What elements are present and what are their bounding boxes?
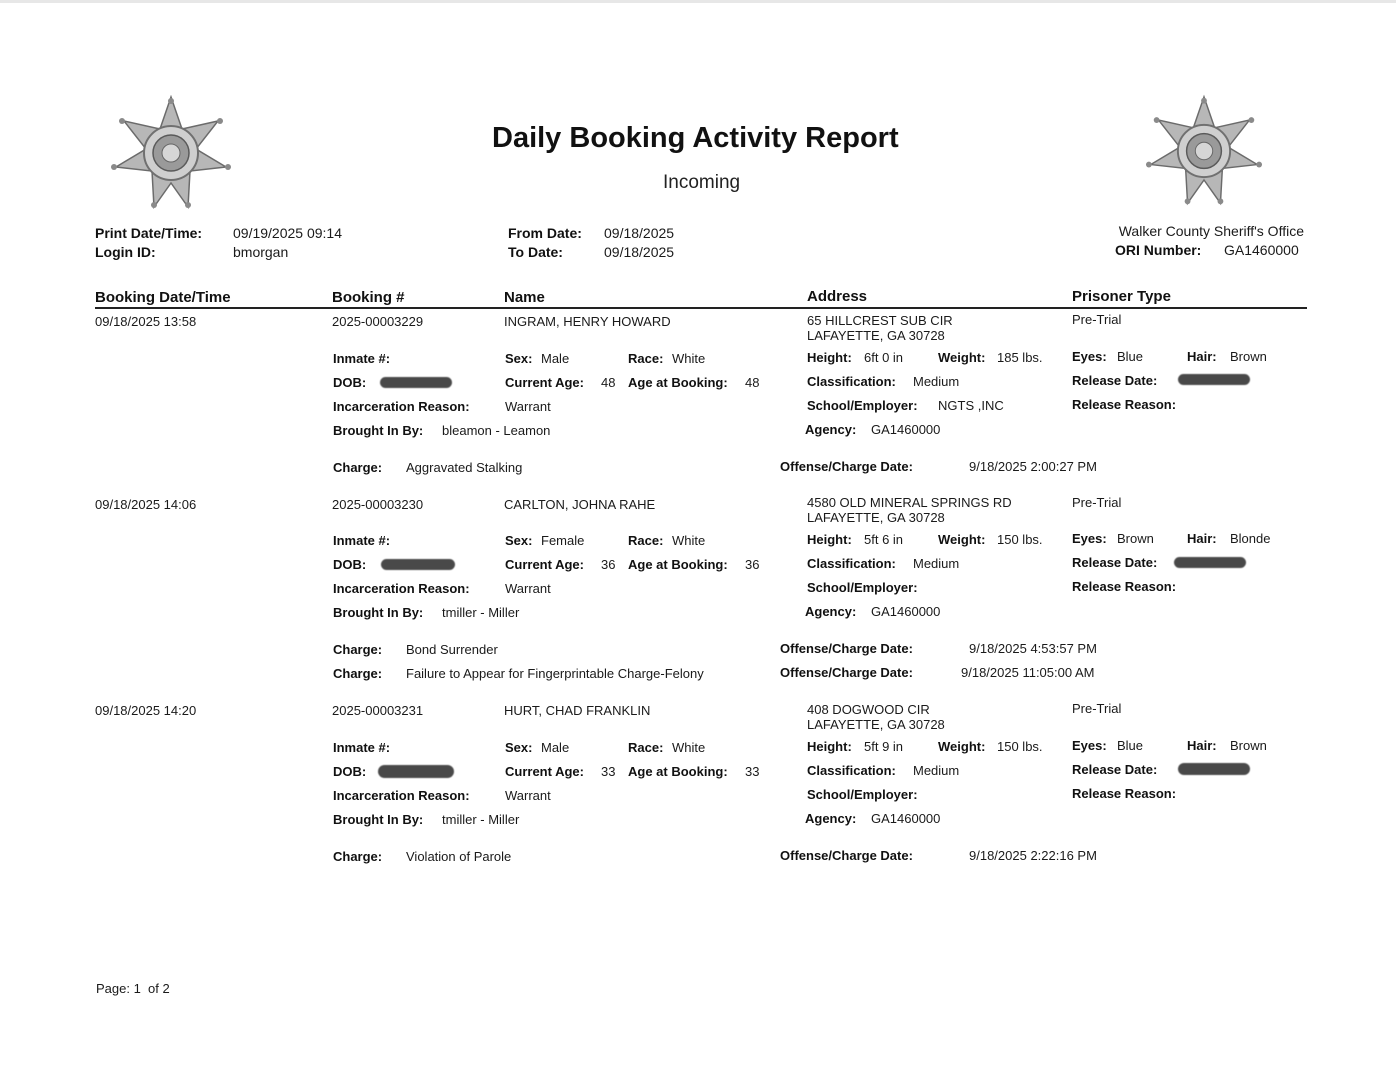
sex-label: Sex:: [505, 351, 533, 366]
sheriff-badge-left-icon: [110, 95, 232, 211]
height-label: Height:: [807, 739, 852, 754]
current-age-value: 48: [601, 375, 616, 390]
to-date-label: To Date:: [508, 244, 563, 260]
classification-label: Classification:: [807, 374, 896, 389]
hair-label: Hair:: [1187, 738, 1217, 753]
charge-label: Charge:: [333, 849, 383, 864]
offense-date-value: 9/18/2025 4:53:57 PM: [969, 641, 1097, 656]
height-value: 6ft 0 in: [864, 350, 904, 365]
sheriff-badge-right-icon: [1145, 93, 1263, 209]
weight-value: 150 lbs.: [997, 532, 1043, 547]
release-reason-label: Release Reason:: [1072, 786, 1177, 801]
offense-date-label: Offense/Charge Date:: [780, 665, 913, 680]
age-at-booking-value: 36: [745, 557, 760, 572]
school-employer-label: School/Employer:: [807, 787, 918, 802]
dob-label: DOB:: [333, 375, 367, 390]
brought-in-by-label: Brought In By:: [333, 423, 424, 438]
address-line1: 408 DOGWOOD CIR: [807, 702, 930, 717]
ori-value: GA1460000: [1224, 242, 1299, 258]
release-date-label: Release Date:: [1072, 373, 1158, 388]
col-address: Address: [807, 288, 868, 305]
hair-value: Brown: [1230, 349, 1267, 364]
hair-label: Hair:: [1187, 531, 1217, 546]
inmate-number-label: Inmate #:: [333, 740, 391, 755]
login-value: bmorgan: [233, 244, 289, 260]
incarceration-reason-value: Warrant: [505, 581, 551, 596]
inmate-name: CARLTON, JOHNA RAHE: [504, 497, 656, 512]
brought-in-by-value: bleamon - Leamon: [442, 423, 551, 438]
offense-date-value: 9/18/2025 11:05:00 AM: [961, 665, 1095, 680]
col-name: Name: [504, 289, 545, 306]
dob-redaction: [381, 559, 455, 570]
agency-name: Walker County Sheriff's Office: [1118, 223, 1304, 239]
inmate-number-label: Inmate #:: [333, 351, 391, 366]
incarceration-reason-label: Incarceration Reason:: [333, 788, 470, 803]
current-age-label: Current Age:: [505, 764, 584, 779]
dob-label: DOB:: [333, 764, 367, 779]
eyes-label: Eyes:: [1072, 531, 1107, 546]
charge-value: Bond Surrender: [406, 642, 498, 657]
inmate-name: HURT, CHAD FRANKLIN: [504, 703, 651, 718]
charge-label: Charge:: [333, 460, 383, 475]
charge-label: Charge:: [333, 666, 383, 681]
scan-edge: [0, 0, 1396, 3]
height-label: Height:: [807, 350, 852, 365]
classification-label: Classification:: [807, 763, 896, 778]
brought-in-by-value: tmiller - Miller: [442, 812, 520, 827]
current-age-label: Current Age:: [505, 375, 584, 390]
weight-label: Weight:: [938, 739, 986, 754]
hair-value: Brown: [1230, 738, 1267, 753]
booking-number: 2025-00003229: [332, 314, 424, 329]
age-at-booking-label: Age at Booking:: [628, 557, 728, 572]
race-label: Race:: [628, 533, 664, 548]
brought-in-by-label: Brought In By:: [333, 605, 424, 620]
col-prisoner-type: Prisoner Type: [1072, 288, 1171, 305]
sex-value: Female: [541, 533, 585, 548]
release-date-redaction: [1174, 557, 1246, 568]
race-value: White: [672, 740, 706, 755]
booking-datetime: 09/18/2025 13:58: [95, 314, 197, 329]
eyes-label: Eyes:: [1072, 349, 1107, 364]
inmate-number-label: Inmate #:: [333, 533, 391, 548]
col-booking-number: Booking #: [332, 289, 405, 306]
sex-label: Sex:: [505, 533, 533, 548]
weight-value: 150 lbs.: [997, 739, 1043, 754]
charge-value: Failure to Appear for Fingerprintable Charge-Felony: [406, 666, 704, 681]
sex-label: Sex:: [505, 740, 533, 755]
agency-label: Agency:: [805, 422, 857, 437]
classification-label: Classification:: [807, 556, 896, 571]
race-value: White: [672, 351, 706, 366]
school-employer-label: School/Employer:: [807, 398, 918, 413]
release-reason-label: Release Reason:: [1072, 579, 1177, 594]
agency-label: Agency:: [805, 811, 857, 826]
address-line2: LAFAYETTE, GA 30728: [807, 510, 945, 525]
age-at-booking-value: 33: [745, 764, 760, 779]
height-label: Height:: [807, 532, 852, 547]
release-date-redaction: [1178, 763, 1250, 775]
incarceration-reason-label: Incarceration Reason:: [333, 399, 470, 414]
weight-label: Weight:: [938, 532, 986, 547]
prisoner-type: Pre-Trial: [1072, 495, 1122, 510]
address-line2: LAFAYETTE, GA 30728: [807, 717, 945, 732]
header-rule: [95, 307, 1307, 309]
offense-date-value: 9/18/2025 2:22:16 PM: [969, 848, 1097, 863]
weight-label: Weight:: [938, 350, 986, 365]
report-title: Daily Booking Activity Report: [492, 122, 899, 154]
race-value: White: [672, 533, 706, 548]
address-line2: LAFAYETTE, GA 30728: [807, 328, 945, 343]
offense-date-label: Offense/Charge Date:: [780, 848, 913, 863]
school-employer-label: School/Employer:: [807, 580, 918, 595]
release-date-label: Release Date:: [1072, 762, 1158, 777]
dob-redaction: [378, 765, 454, 778]
from-date-value: 09/18/2025: [604, 225, 675, 241]
age-at-booking-value: 48: [745, 375, 760, 390]
address-line1: 4580 OLD MINERAL SPRINGS RD: [807, 495, 1012, 510]
charge-value: Violation of Parole: [406, 849, 512, 864]
page-number: Page: 1 of 2: [96, 981, 170, 996]
address-line1: 65 HILLCREST SUB CIR: [807, 313, 953, 328]
print-date-value: 09/19/2025 09:14: [233, 225, 342, 241]
charge-value: Aggravated Stalking: [406, 460, 523, 475]
height-value: 5ft 6 in: [864, 532, 904, 547]
current-age-label: Current Age:: [505, 557, 584, 572]
prisoner-type: Pre-Trial: [1072, 312, 1122, 327]
race-label: Race:: [628, 351, 664, 366]
print-date-label: Print Date/Time:: [95, 225, 203, 241]
to-date-value: 09/18/2025: [604, 244, 675, 260]
prisoner-type: Pre-Trial: [1072, 701, 1122, 716]
eyes-value: Blue: [1117, 738, 1144, 753]
brought-in-by-value: tmiller - Miller: [442, 605, 520, 620]
ori-label: ORI Number:: [1115, 242, 1202, 258]
sex-value: Male: [541, 351, 570, 366]
classification-value: Medium: [913, 374, 960, 389]
eyes-value: Brown: [1117, 531, 1154, 546]
eyes-value: Blue: [1117, 349, 1144, 364]
hair-label: Hair:: [1187, 349, 1217, 364]
release-reason-label: Release Reason:: [1072, 397, 1177, 412]
release-date-label: Release Date:: [1072, 555, 1158, 570]
incarceration-reason-label: Incarceration Reason:: [333, 581, 470, 596]
charge-label: Charge:: [333, 642, 383, 657]
race-label: Race:: [628, 740, 664, 755]
incarceration-reason-value: Warrant: [505, 399, 551, 414]
release-date-redaction: [1178, 374, 1250, 385]
brought-in-by-label: Brought In By:: [333, 812, 424, 827]
booking-number: 2025-00003230: [332, 497, 424, 512]
inmate-name: INGRAM, HENRY HOWARD: [504, 314, 671, 329]
booking-datetime: 09/18/2025 14:20: [95, 703, 197, 718]
hair-value: Blonde: [1230, 531, 1271, 546]
from-date-label: From Date:: [508, 225, 582, 241]
booking-datetime: 09/18/2025 14:06: [95, 497, 197, 512]
login-label: Login ID:: [95, 244, 156, 260]
age-at-booking-label: Age at Booking:: [628, 764, 728, 779]
dob-redaction: [380, 377, 452, 388]
report-subtitle: Incoming: [663, 172, 741, 193]
offense-date-value: 9/18/2025 2:00:27 PM: [969, 459, 1097, 474]
agency-value: GA1460000: [871, 422, 941, 437]
sex-value: Male: [541, 740, 570, 755]
agency-value: GA1460000: [871, 811, 941, 826]
classification-value: Medium: [913, 556, 960, 571]
agency-value: GA1460000: [871, 604, 941, 619]
offense-date-label: Offense/Charge Date:: [780, 459, 913, 474]
dob-label: DOB:: [333, 557, 367, 572]
offense-date-label: Offense/Charge Date:: [780, 641, 913, 656]
agency-label: Agency:: [805, 604, 857, 619]
classification-value: Medium: [913, 763, 960, 778]
height-value: 5ft 9 in: [864, 739, 904, 754]
current-age-value: 33: [601, 764, 616, 779]
eyes-label: Eyes:: [1072, 738, 1107, 753]
weight-value: 185 lbs.: [997, 350, 1043, 365]
col-booking-datetime: Booking Date/Time: [95, 289, 231, 306]
school-employer-value: NGTS ,INC: [938, 398, 1004, 413]
booking-number: 2025-00003231: [332, 703, 424, 718]
age-at-booking-label: Age at Booking:: [628, 375, 728, 390]
incarceration-reason-value: Warrant: [505, 788, 551, 803]
current-age-value: 36: [601, 557, 616, 572]
